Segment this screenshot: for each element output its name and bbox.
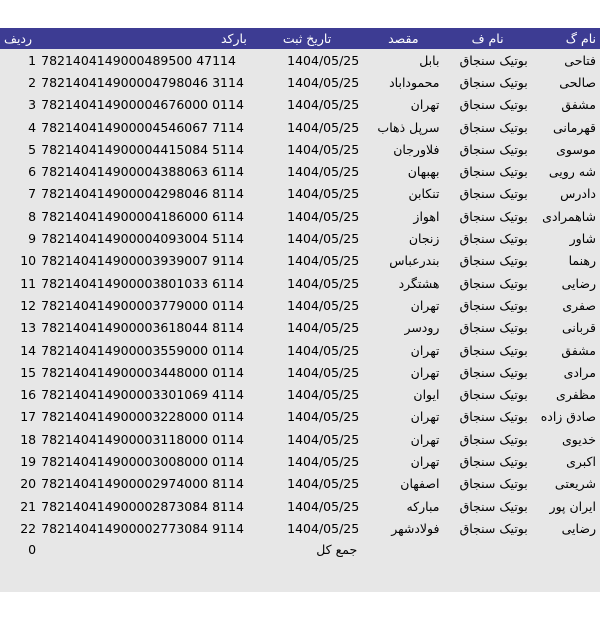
table-row — [0, 339, 600, 361]
table-row — [0, 361, 600, 383]
table-row — [0, 517, 600, 539]
cell-date: 1404/05/25 — [287, 97, 360, 113]
cell-date: 1404/05/25 — [287, 476, 360, 492]
total-count: 0 — [28, 542, 37, 558]
table-row — [0, 183, 600, 205]
cell-radif: 5 — [28, 141, 37, 157]
cell-shop: بوتیک سنجاق — [459, 387, 528, 403]
report-sheet — [0, 28, 600, 592]
cell-name: رضایی — [561, 520, 596, 536]
table-row — [0, 428, 600, 450]
cell-radif: 19 — [20, 453, 37, 469]
cell-barcode: 782140414900004676000 0114 — [41, 97, 244, 113]
table-row — [0, 317, 600, 339]
cell-date: 1404/05/25 — [287, 409, 360, 425]
table-row — [0, 294, 600, 316]
cell-shop: بوتیک سنجاق — [459, 119, 528, 135]
cell-radif: 12 — [20, 297, 37, 313]
cell-name: مظفری — [556, 387, 596, 403]
cell-radif: 15 — [20, 364, 37, 380]
cell-shop: بوتیک سنجاق — [459, 97, 528, 113]
cell-date: 1404/05/25 — [287, 297, 360, 313]
cell-name: رهنما — [568, 253, 596, 269]
cell-radif: 17 — [20, 409, 37, 425]
shipments-table — [0, 28, 600, 560]
cell-radif: 4 — [28, 119, 37, 135]
table-body — [0, 49, 600, 540]
cell-name: اکبری — [566, 453, 596, 469]
cell-barcode: 782140414900003008000 0114 — [41, 453, 244, 469]
cell-date: 1404/05/25 — [287, 364, 360, 380]
table-row — [0, 94, 600, 116]
cell-name: صادق زاده — [540, 409, 596, 425]
cell-barcode: 782140414900004798046 3114 — [41, 74, 244, 90]
cell-destination: تهران — [410, 97, 440, 113]
cell-name: قربانی — [561, 320, 596, 336]
cell-radif: 3 — [28, 97, 37, 113]
cell-radif: 7 — [28, 186, 37, 202]
total-empty-2 — [443, 540, 531, 560]
table-row — [0, 272, 600, 294]
table-row — [0, 71, 600, 93]
cell-name: شاهمرادی — [542, 208, 596, 224]
cell-name: فتاحی — [564, 52, 596, 68]
table-row — [0, 138, 600, 160]
cell-barcode: 782140414900003779000 0114 — [41, 297, 244, 313]
cell-radif: 13 — [20, 320, 37, 336]
cell-barcode: 782140414900002773084 9114 — [41, 520, 244, 536]
cell-barcode: 782140414900003448000 0114 — [41, 364, 244, 380]
cell-name: رضایی — [561, 275, 596, 291]
cell-barcode: 782140414900004186000 6114 — [41, 208, 244, 224]
cell-radif: 9 — [28, 231, 37, 247]
cell-shop: بوتیک سنجاق — [459, 275, 528, 291]
cell-name: مرادی — [563, 364, 596, 380]
table-row — [0, 160, 600, 182]
table-row — [0, 250, 600, 272]
cell-shop: بوتیک سنجاق — [459, 297, 528, 313]
table-row — [0, 227, 600, 249]
cell-radif: 20 — [20, 476, 37, 492]
total-spacer — [39, 540, 251, 560]
cell-destination: فلاورجان — [393, 141, 440, 157]
cell-barcode: 782140414900003118000 0114 — [41, 431, 244, 447]
cell-destination: فولادشهر — [391, 520, 440, 536]
cell-shop: بوتیک سنجاق — [459, 231, 528, 247]
cell-destination: اهواز — [413, 208, 440, 224]
cell-date: 1404/05/25 — [287, 231, 360, 247]
cell-shop: بوتیک سنجاق — [459, 164, 528, 180]
cell-destination: تهران — [410, 297, 440, 313]
cell-destination: بابل — [419, 52, 440, 68]
cell-radif: 10 — [20, 253, 37, 269]
cell-barcode: 782140414900003228000 0114 — [41, 409, 244, 425]
cell-barcode: 782140414900004546067 7114 — [41, 119, 244, 135]
cell-shop: بوتیک سنجاق — [459, 186, 528, 202]
cell-radif: 16 — [20, 387, 37, 403]
cell-date: 1404/05/25 — [287, 208, 360, 224]
cell-radif: 8 — [28, 208, 37, 224]
cell-date: 1404/05/25 — [287, 498, 360, 514]
cell-shop: بوتیک سنجاق — [459, 498, 528, 514]
cell-name: قهرمانی — [552, 119, 596, 135]
cell-shop: بوتیک سنجاق — [459, 431, 528, 447]
cell-shop: بوتیک سنجاق — [459, 453, 528, 469]
cell-shop: بوتیک سنجاق — [459, 520, 528, 536]
table-row — [0, 450, 600, 472]
cell-shop: بوتیک سنجاق — [459, 320, 528, 336]
cell-shop: بوتیک سنجاق — [459, 364, 528, 380]
cell-destination: بهبهان — [407, 164, 440, 180]
cell-destination: تهران — [410, 453, 440, 469]
cell-destination: تهران — [410, 409, 440, 425]
cell-date: 1404/05/25 — [287, 320, 360, 336]
cell-barcode: 782140414900003559000 0114 — [41, 342, 244, 358]
table-row — [0, 406, 600, 428]
cell-shop: بوتیک سنجاق — [459, 141, 528, 157]
cell-radif: 21 — [20, 498, 37, 514]
cell-destination: زنجان — [408, 231, 440, 247]
cell-name: شاور — [569, 231, 596, 247]
cell-shop: بوتیک سنجاق — [459, 74, 528, 90]
cell-date: 1404/05/25 — [287, 453, 360, 469]
cell-destination: رودسر — [404, 320, 440, 336]
cell-date: 1404/05/25 — [287, 74, 360, 90]
cell-date: 1404/05/25 — [287, 186, 360, 202]
table-row — [0, 473, 600, 495]
cell-destination: مبارکه — [406, 498, 440, 514]
cell-shop: بوتیک سنجاق — [459, 476, 528, 492]
cell-shop: بوتیک سنجاق — [459, 52, 528, 68]
table-row — [0, 49, 600, 71]
cell-destination: سرپل ذهاب — [377, 119, 440, 135]
total-row — [0, 540, 600, 560]
table-row — [0, 205, 600, 227]
cell-date: 1404/05/25 — [287, 119, 360, 135]
cell-date: 1404/05/25 — [287, 141, 360, 157]
cell-name: صالحی — [559, 74, 596, 90]
table-header-row — [0, 28, 600, 49]
cell-destination: ایوان — [413, 387, 440, 403]
total-empty-1 — [363, 540, 443, 560]
cell-destination: هشتگرد — [398, 275, 440, 291]
table-row — [0, 495, 600, 517]
header-date: تاریخ ثبت — [282, 31, 332, 46]
cell-date: 1404/05/25 — [287, 520, 360, 536]
cell-date: 1404/05/25 — [287, 253, 360, 269]
cell-name: مشفق — [561, 97, 596, 113]
cell-date: 1404/05/25 — [287, 431, 360, 447]
cell-radif: 18 — [20, 431, 37, 447]
cell-name: ایران پور — [549, 498, 596, 514]
cell-destination: اصفهان — [400, 476, 440, 492]
cell-name: شریعتی — [554, 476, 596, 492]
cell-radif: 11 — [20, 275, 37, 291]
cell-date: 1404/05/25 — [287, 52, 360, 68]
cell-barcode: 782140414900004415084 5114 — [41, 141, 244, 157]
header-barcode: بارکد — [220, 31, 247, 46]
cell-barcode: 782140414900002873084 8114 — [41, 498, 244, 514]
cell-radif: 14 — [20, 342, 37, 358]
total-empty-3 — [532, 540, 600, 560]
cell-barcode: 7821404149000489500 47114 — [41, 52, 236, 68]
cell-barcode: 782140414900003301069 4114 — [41, 387, 244, 403]
cell-radif: 1 — [28, 52, 37, 68]
cell-name: صفری — [562, 297, 596, 313]
cell-destination: تهران — [410, 431, 440, 447]
table-row — [0, 116, 600, 138]
cell-name: دادرس — [560, 186, 596, 202]
cell-shop: بوتیک سنجاق — [459, 342, 528, 358]
header-radif: ردیف — [4, 31, 33, 46]
cell-barcode: 782140414900004298046 8114 — [41, 186, 244, 202]
header-name: نام گ — [565, 31, 596, 46]
cell-date: 1404/05/25 — [287, 164, 360, 180]
cell-date: 1404/05/25 — [287, 387, 360, 403]
cell-barcode: 782140414900002974000 8114 — [41, 476, 244, 492]
cell-destination: تنکابن — [408, 186, 440, 202]
cell-name: مشفق — [561, 342, 596, 358]
cell-destination: محموداباد — [389, 74, 440, 90]
cell-barcode: 782140414900004388063 6114 — [41, 164, 244, 180]
cell-destination: تهران — [410, 364, 440, 380]
header-shop: نام ف — [471, 31, 504, 46]
cell-shop: بوتیک سنجاق — [459, 409, 528, 425]
cell-radif: 2 — [28, 74, 37, 90]
cell-date: 1404/05/25 — [287, 342, 360, 358]
cell-shop: بوتیک سنجاق — [459, 208, 528, 224]
cell-date: 1404/05/25 — [287, 275, 360, 291]
cell-radif: 22 — [20, 520, 37, 536]
cell-barcode: 782140414900004093004 5114 — [41, 231, 244, 247]
cell-barcode: 782140414900003939007 9114 — [41, 253, 244, 269]
cell-barcode: 782140414900003801033 6114 — [41, 275, 244, 291]
header-destination: مقصد — [388, 31, 419, 46]
cell-destination: بندرعباس — [389, 253, 440, 269]
cell-name: شه رویی — [548, 164, 596, 180]
cell-radif: 6 — [28, 164, 37, 180]
total-label: جمع کل — [316, 542, 358, 558]
cell-name: خدیوی — [561, 431, 596, 447]
cell-name: موسوی — [556, 141, 596, 157]
cell-barcode: 782140414900003618044 8114 — [41, 320, 244, 336]
table-row — [0, 383, 600, 405]
cell-shop: بوتیک سنجاق — [459, 253, 528, 269]
cell-destination: تهران — [410, 342, 440, 358]
